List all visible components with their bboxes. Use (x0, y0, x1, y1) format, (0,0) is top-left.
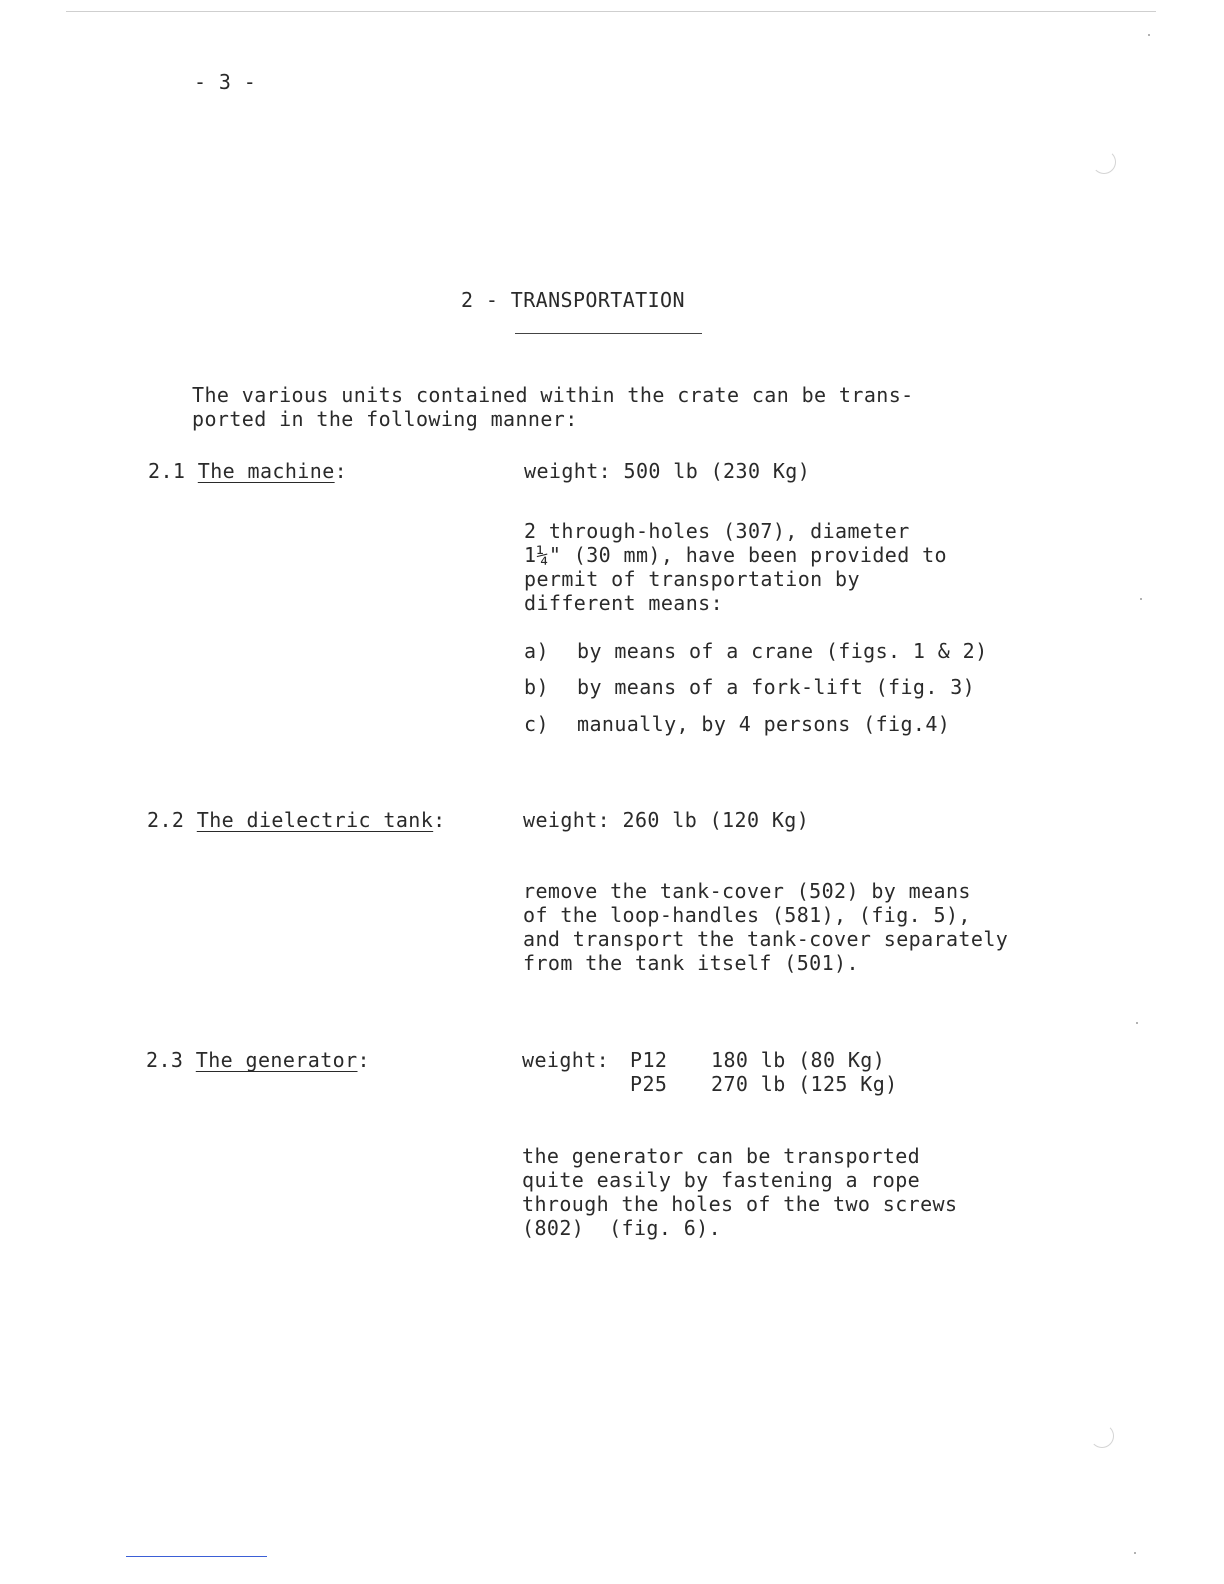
list-marker-c: c) (524, 712, 549, 736)
machine-weight: weight: 500 lb (230 Kg) (524, 459, 811, 483)
section-heading-text: The machine (197, 459, 335, 483)
section-number: 2.2 (147, 808, 185, 832)
section-2-2-heading: 2.2 The dielectric tank: (147, 808, 446, 832)
section-title-underline (515, 333, 702, 334)
section-number: 2.1 (148, 459, 186, 483)
generator-weight-label: weight: (522, 1048, 610, 1072)
generator-body-line-1: the generator can be transported (522, 1144, 921, 1168)
generator-body-line-2: quite easily by fastening a rope (522, 1168, 921, 1192)
section-2-3-heading: 2.3 The generator: (146, 1048, 370, 1072)
binder-hole-mark-bottom (1090, 1424, 1114, 1448)
machine-body-line-3: permit of transportation by (524, 567, 860, 591)
list-item-b: by means of a fork-lift (fig. 3) (577, 675, 976, 699)
scan-speck (1148, 34, 1150, 36)
section-title: 2 - TRANSPORTATION (461, 288, 685, 312)
page-number: - 3 - (194, 70, 257, 94)
tank-body-line-2: of the loop-handles (581), (fig. 5), (523, 903, 971, 927)
generator-body-line-4: (802) (fig. 6). (522, 1216, 722, 1240)
generator-model-p12: P12 (630, 1048, 668, 1072)
machine-body-line-2: 1¼" (30 mm), have been provided to (524, 543, 947, 567)
section-2-1-heading: 2.1 The machine: (148, 459, 348, 483)
tank-weight: weight: 260 lb (120 Kg) (523, 808, 810, 832)
generator-body-line-3: through the holes of the two screws (522, 1192, 958, 1216)
generator-weight-p12: 180 lb (80 Kg) (711, 1048, 886, 1072)
list-marker-a: a) (524, 639, 549, 663)
tank-body-line-1: remove the tank-cover (502) by means (523, 879, 971, 903)
tank-body-line-3: and transport the tank-cover separately (523, 927, 1009, 951)
scan-speck (1134, 1552, 1136, 1554)
scan-speck (1140, 598, 1142, 600)
generator-weight-p25: 270 lb (125 Kg) (711, 1072, 898, 1096)
list-marker-b: b) (524, 675, 549, 699)
tank-body-line-4: from the tank itself (501). (523, 951, 859, 975)
list-item-a: by means of a crane (figs. 1 & 2) (577, 639, 988, 663)
intro-line-2: ported in the following manner: (192, 407, 578, 431)
generator-model-p25: P25 (630, 1072, 668, 1096)
section-heading-text: The dielectric tank (196, 808, 434, 832)
bottom-edge-line (126, 1556, 267, 1557)
top-scan-edge (66, 11, 1156, 12)
list-item-c: manually, by 4 persons (fig.4) (577, 712, 951, 736)
machine-body-line-1: 2 through-holes (307), diameter (524, 519, 910, 543)
section-heading-text: The generator (195, 1048, 358, 1072)
scan-speck (1136, 1022, 1138, 1024)
section-number: 2.3 (146, 1048, 184, 1072)
intro-line-1: The various units contained within the crate can be trans- (192, 383, 914, 407)
binder-hole-mark-top (1092, 150, 1116, 174)
machine-body-line-4: different means: (524, 591, 724, 615)
